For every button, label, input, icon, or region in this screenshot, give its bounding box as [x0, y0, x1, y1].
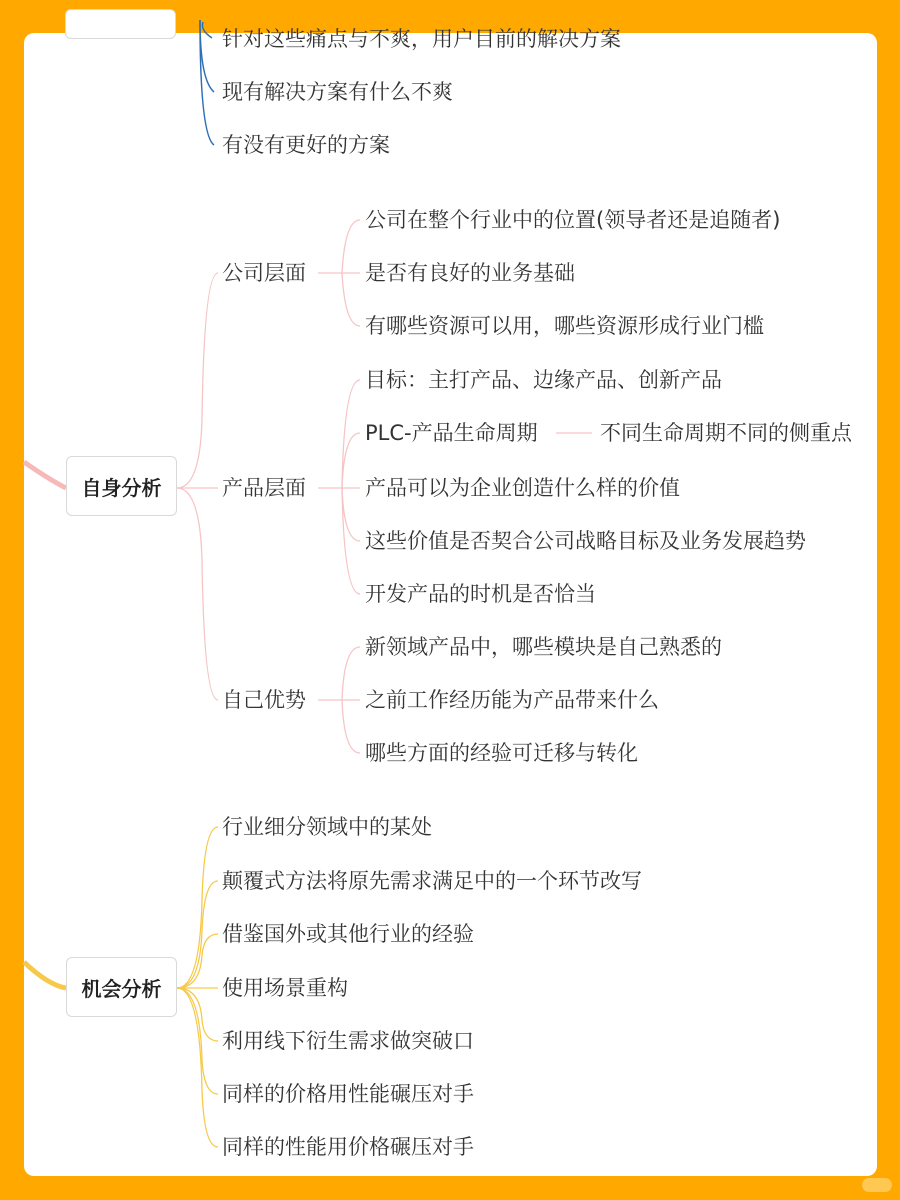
company-item-3: 有哪些资源可以用，哪些资源形成行业门槛 — [365, 314, 764, 338]
top-partial-item-2: 现有解决方案有什么不爽 — [222, 80, 453, 104]
product-item-5: 开发产品的时机是否恰当 — [365, 582, 596, 606]
opportunity-item-1: 行业细分领域中的某处 — [222, 815, 432, 839]
opportunity-item-2: 颠覆式方法将原先需求满足中的一个环节改写 — [222, 869, 642, 893]
top-partial-item-3: 有没有更好的方案 — [222, 133, 390, 157]
product-item-3: 产品可以为企业创造什么样的价值 — [365, 476, 680, 500]
opportunity-item-6: 同样的价格用性能碾压对手 — [222, 1082, 474, 1106]
advantage-item-2: 之前工作经历能为产品带来什么 — [365, 688, 659, 712]
product-level-node: 产品层面 — [222, 476, 306, 500]
product-item-4: 这些价值是否契合公司战略目标及业务发展趋势 — [365, 529, 806, 553]
advantage-node: 自己优势 — [222, 688, 306, 712]
self-analysis-node: 自身分析 — [66, 456, 177, 516]
company-level-node: 公司层面 — [222, 261, 306, 285]
top-partial-item-1: 针对这些痛点与不爽，用户目前的解决方案 — [222, 27, 621, 51]
product-item-1: 目标：主打产品、边缘产品、创新产品 — [365, 368, 722, 392]
opportunity-item-4: 使用场景重构 — [222, 976, 348, 1000]
advantage-item-3: 哪些方面的经验可迁移与转化 — [365, 741, 638, 765]
corner-watermark-icon — [862, 1178, 892, 1192]
opportunity-analysis-node: 机会分析 — [66, 957, 177, 1017]
advantage-item-1: 新领域产品中，哪些模块是自己熟悉的 — [365, 635, 722, 659]
opportunity-item-7: 同样的性能用价格碾压对手 — [222, 1135, 474, 1159]
plc-detail-item: 不同生命周期不同的侧重点 — [600, 421, 852, 445]
company-item-2: 是否有良好的业务基础 — [365, 261, 575, 285]
top-partial-root-box — [65, 9, 176, 39]
company-item-1: 公司在整个行业中的位置(领导者还是追随者) — [365, 208, 781, 232]
product-item-2: PLC-产品生命周期 — [365, 421, 538, 445]
opportunity-item-5: 利用线下衍生需求做突破口 — [222, 1029, 474, 1053]
opportunity-item-3: 借鉴国外或其他行业的经验 — [222, 922, 474, 946]
